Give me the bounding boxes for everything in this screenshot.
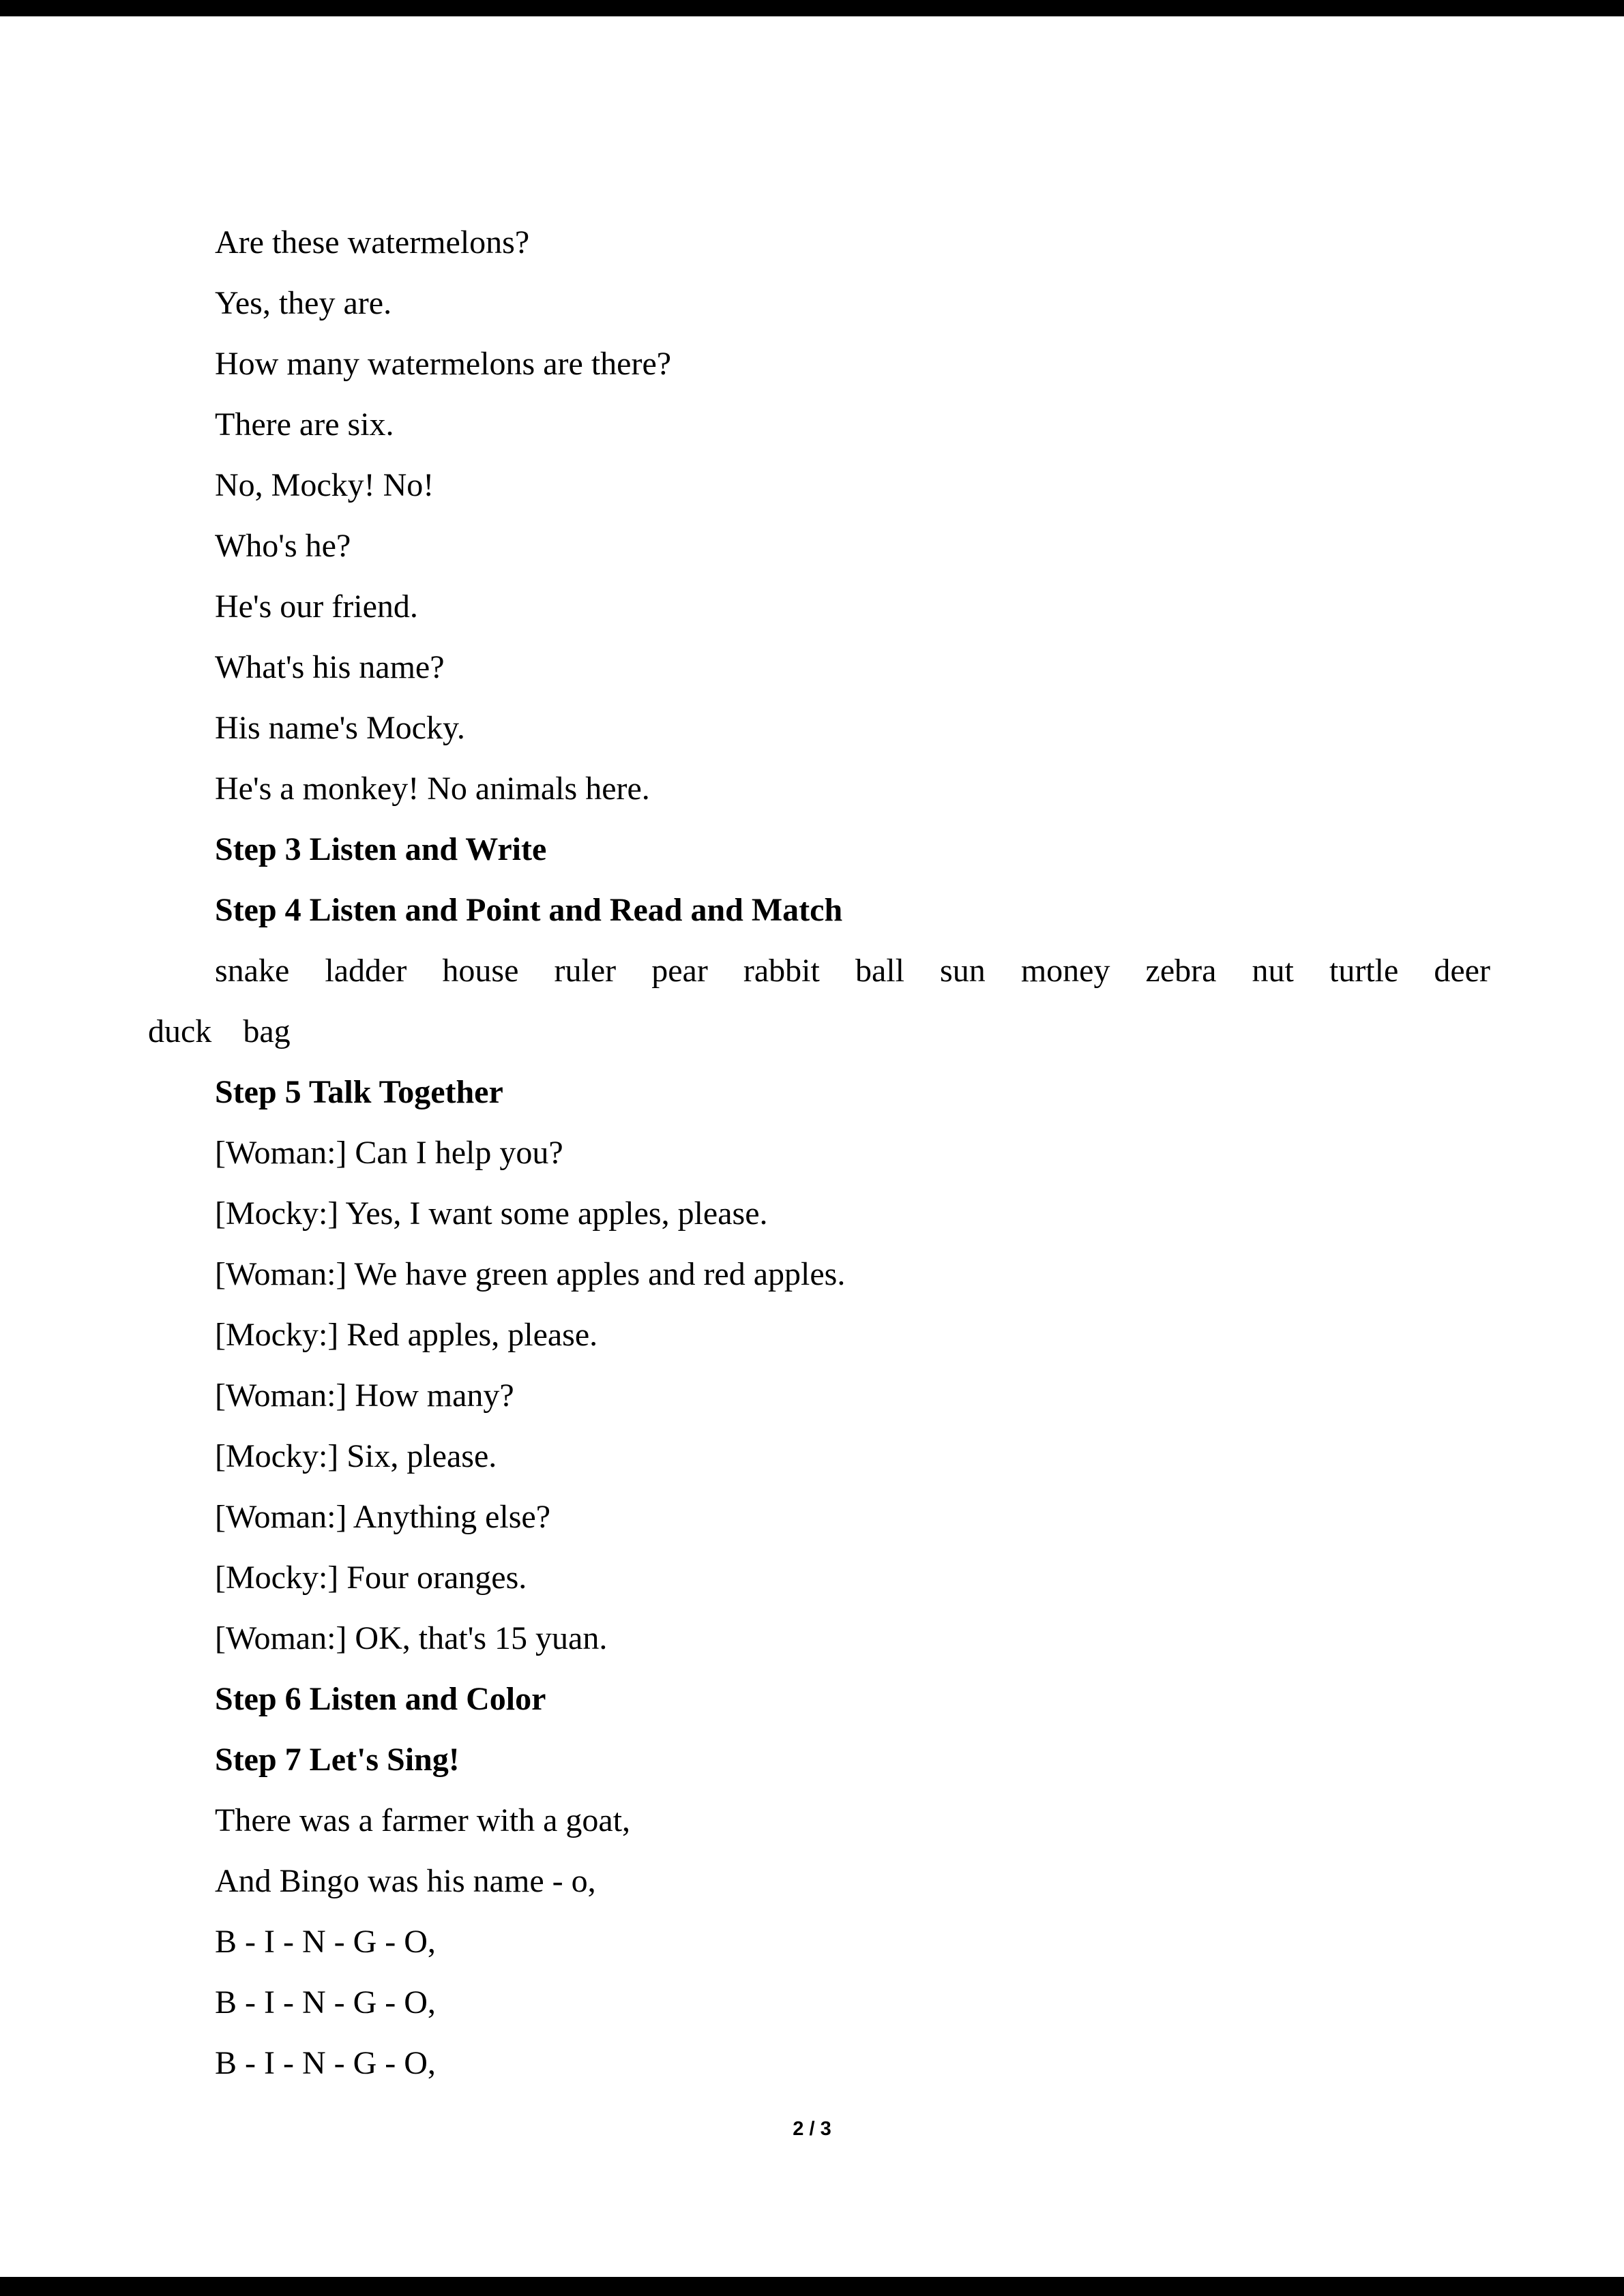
word-item: ball (855, 953, 904, 989)
dialogue-line: [Mocky:] Red apples, please. (215, 1317, 598, 1353)
dialogue-line: [Woman:] How many? (215, 1377, 514, 1414)
top-border (0, 0, 1624, 16)
word-item: nut (1252, 953, 1294, 989)
step-heading-3: Step 3 Listen and Write (215, 831, 547, 867)
bottom-border (0, 2277, 1624, 2296)
word-item: pear (651, 953, 708, 989)
document-body (148, 212, 1490, 2093)
word-item: ladder (325, 953, 407, 989)
page-number: 2 / 3 (793, 2118, 831, 2140)
word-item: ruler (554, 953, 617, 989)
word-list-row-2 (148, 1001, 1490, 1062)
song-line: And Bingo was his name - o, (215, 1863, 596, 1899)
dialogue-line: [Woman:] We have green apples and red apples. (215, 1256, 846, 1292)
step-heading-7: Step 7 Let's Sing! (215, 1742, 460, 1778)
word-item: house (442, 953, 519, 989)
dialogue-line: Who's he? (215, 528, 351, 564)
word-item: snake (215, 953, 290, 989)
step-heading-5: Step 5 Talk Together (215, 1074, 503, 1110)
dialogue-line: He's our friend. (215, 588, 418, 625)
word-item: bag (243, 1013, 291, 1049)
word-item: zebra (1145, 953, 1217, 989)
step-heading-4: Step 4 Listen and Point and Read and Match (215, 892, 843, 928)
dialogue-line: What's his name? (215, 649, 445, 685)
dialogue-line: [Mocky:] Four oranges. (215, 1560, 527, 1596)
dialogue-line: [Woman:] Can I help you? (215, 1135, 563, 1171)
dialogue-line: Yes, they are. (215, 285, 392, 321)
song-line: B - I - N - G - O, (215, 1984, 436, 2021)
word-item: sun (940, 953, 986, 989)
dialogue-line: Are these watermelons? (215, 224, 530, 260)
word-item: turtle (1329, 953, 1399, 989)
dialogue-line: [Mocky:] Six, please. (215, 1438, 497, 1474)
dialogue-line: No, Mocky! No! (215, 467, 434, 503)
word-item: rabbit (743, 953, 820, 989)
song-line: B - I - N - G - O, (215, 2045, 436, 2081)
word-item: deer (1434, 953, 1490, 989)
dialogue-line: His name's Mocky. (215, 710, 465, 746)
dialogue-line: [Mocky:] Yes, I want some apples, please. (215, 1195, 768, 1232)
word-item: duck (148, 1013, 212, 1049)
word-item: money (1020, 953, 1110, 989)
dialogue-line: How many watermelons are there? (215, 346, 672, 382)
dialogue-line: [Woman:] OK, that's 15 yuan. (215, 1620, 608, 1656)
dialogue-line: He's a monkey! No animals here. (215, 771, 650, 807)
word-list-row-1 (215, 940, 1490, 1001)
song-line: There was a farmer with a goat, (215, 1802, 631, 1838)
step-heading-6: Step 6 Listen and Color (215, 1681, 546, 1717)
dialogue-line: [Woman:] Anything else? (215, 1499, 551, 1535)
dialogue-line: There are six. (215, 406, 394, 443)
song-line: B - I - N - G - O, (215, 1924, 436, 1960)
